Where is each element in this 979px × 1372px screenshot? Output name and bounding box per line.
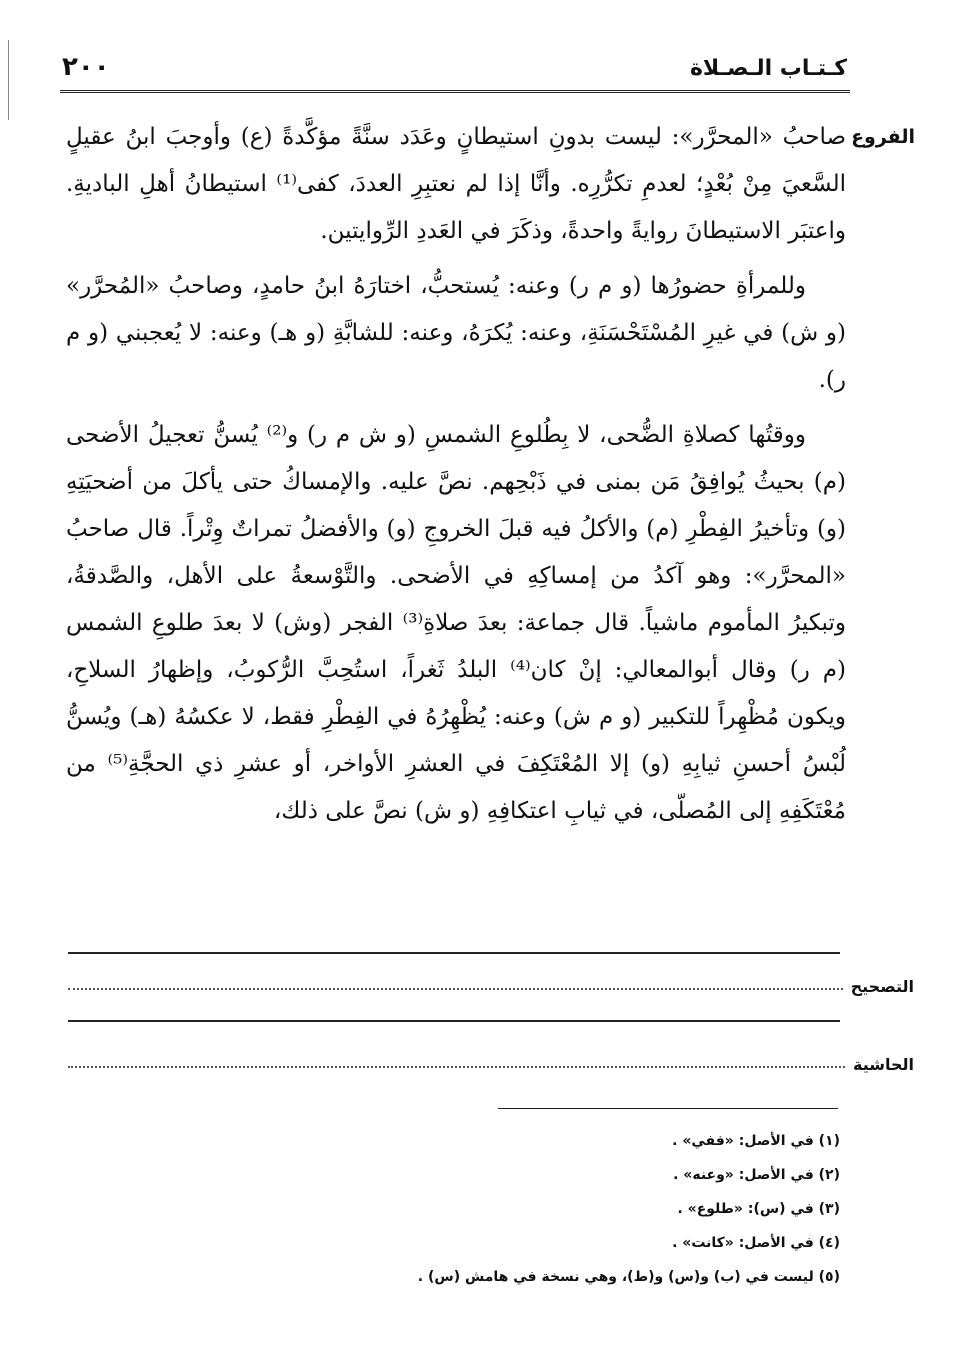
section-label: الفروع xyxy=(851,126,915,148)
separator-line xyxy=(68,952,840,954)
footnote: (٤) في الأصل: «كانت» . xyxy=(672,1235,840,1251)
footnote-rule xyxy=(498,1108,838,1109)
paragraph: ووقتُها كصلاةِ الضُّحى، لا بِطُلوعِ الشمسِ (و ش م ر) و⁽²⁾ يُسنُّ تعجيلُ الأضحى (م) بحيثُ يُوافِقُ مَن بمنى في ذَبْحِهم. نصَّ عليه. والإمساكُ حتى يأكلَ من أضحيَتِهِ (و) وتأخيرُ الفِطْرِ (م) والأكلُ فيه قبلَ الخروجِ (و) والأفضلُ تمراتٌ وِتْراً. قال صاحبُ «المحرَّر»: وهو آكدُ من إمساكِهِ في الأضحى. والتَّوْسعةُ على الأهل، والصَّدقةُ، وتبكيرُ المأموم ماشياً. قال جماعة: بعدَ صلاةِ⁽³⁾ الفجر (وش) لا بعدَ طلوعِ الشمس (م ر) وقال أبوالمعالي: إنْ كان⁽⁴⁾ البلدُ ثَغراً، استُحِبَّ الرُّكوبُ، وإظهارُ السلاحِ، ويكون مُظْهِراً للتكبير (و م ش) وعنه: يُظْهِرُهُ في الفِطْرِ فقط، لا عكسُهُ (هـ) ويُسنُّ لُبْسُ أحسنِ ثيابِهِ (و) إلا المُعْتَكِفَ في العشرِ الأواخر، أو عشرِ ذي الحجَّةِ⁽⁵⁾ من مُعْتَكَفِهِ إلى المُصلّى، في ثيابِ اعتكافِهِ (و ش) نصَّ على ذلك، xyxy=(66,422,847,824)
footnote: (٥) ليست في (ب) و(س) و(ط)، وهي نسخة في هامش (س) . xyxy=(417,1269,840,1285)
separator-line xyxy=(68,1020,840,1022)
main-text xyxy=(66,114,846,843)
paragraph: صاحبُ «المحرَّر»: ليست بدونِ استيطانٍ وعَدَد سنَّةً مؤكَّدةً (ع) وأوجبَ ابنُ عقيلٍ السَّعيَ مِنْ بُعْدٍ؛ لعدمِ تكرُّرِه. وأنَّا إذا لم نعتبِرِ العددَ، كفى⁽¹⁾ استيطانُ أهلِ الباديةِ. واعتبَر الاستيطانَ روايةً واحدةً، وذكَرَ في العَددِ الرِّوايتين. xyxy=(66,124,846,244)
correction-row xyxy=(68,966,914,996)
header-rule xyxy=(60,90,850,95)
margin-note-row xyxy=(68,1044,914,1074)
footnotes xyxy=(100,1124,840,1294)
footnote: (١) في الأصل: «ففي» . xyxy=(672,1133,840,1149)
footnote: (٢) في الأصل: «وعنه» . xyxy=(673,1167,840,1183)
correction-label: التصحيح xyxy=(850,977,914,996)
footnote: (٣) في (س): «طلوع» . xyxy=(677,1201,840,1217)
dotted-line xyxy=(68,988,843,990)
paragraph: وللمرأةِ حضورُها (و م ر) وعنه: يُستحبُّ، اختارَهُ ابنُ حامدٍ، وصاحبُ «المُحرَّر» (و ش) في غيرِ المُسْتَحْسَنَةِ، وعنه: يُكرَهُ، وعنه: للشابَّةِ (و هـ) وعنه: لا يُعجبني (و م ر). xyxy=(66,273,846,393)
book-title: كـتـاب الـصـلاة xyxy=(689,56,847,81)
scan-edge-line xyxy=(8,40,9,120)
page-header xyxy=(62,36,847,80)
margin-note-label: الحاشية xyxy=(853,1055,914,1074)
page-number: ٢٠٠ xyxy=(62,52,110,82)
dotted-line xyxy=(68,1066,845,1068)
